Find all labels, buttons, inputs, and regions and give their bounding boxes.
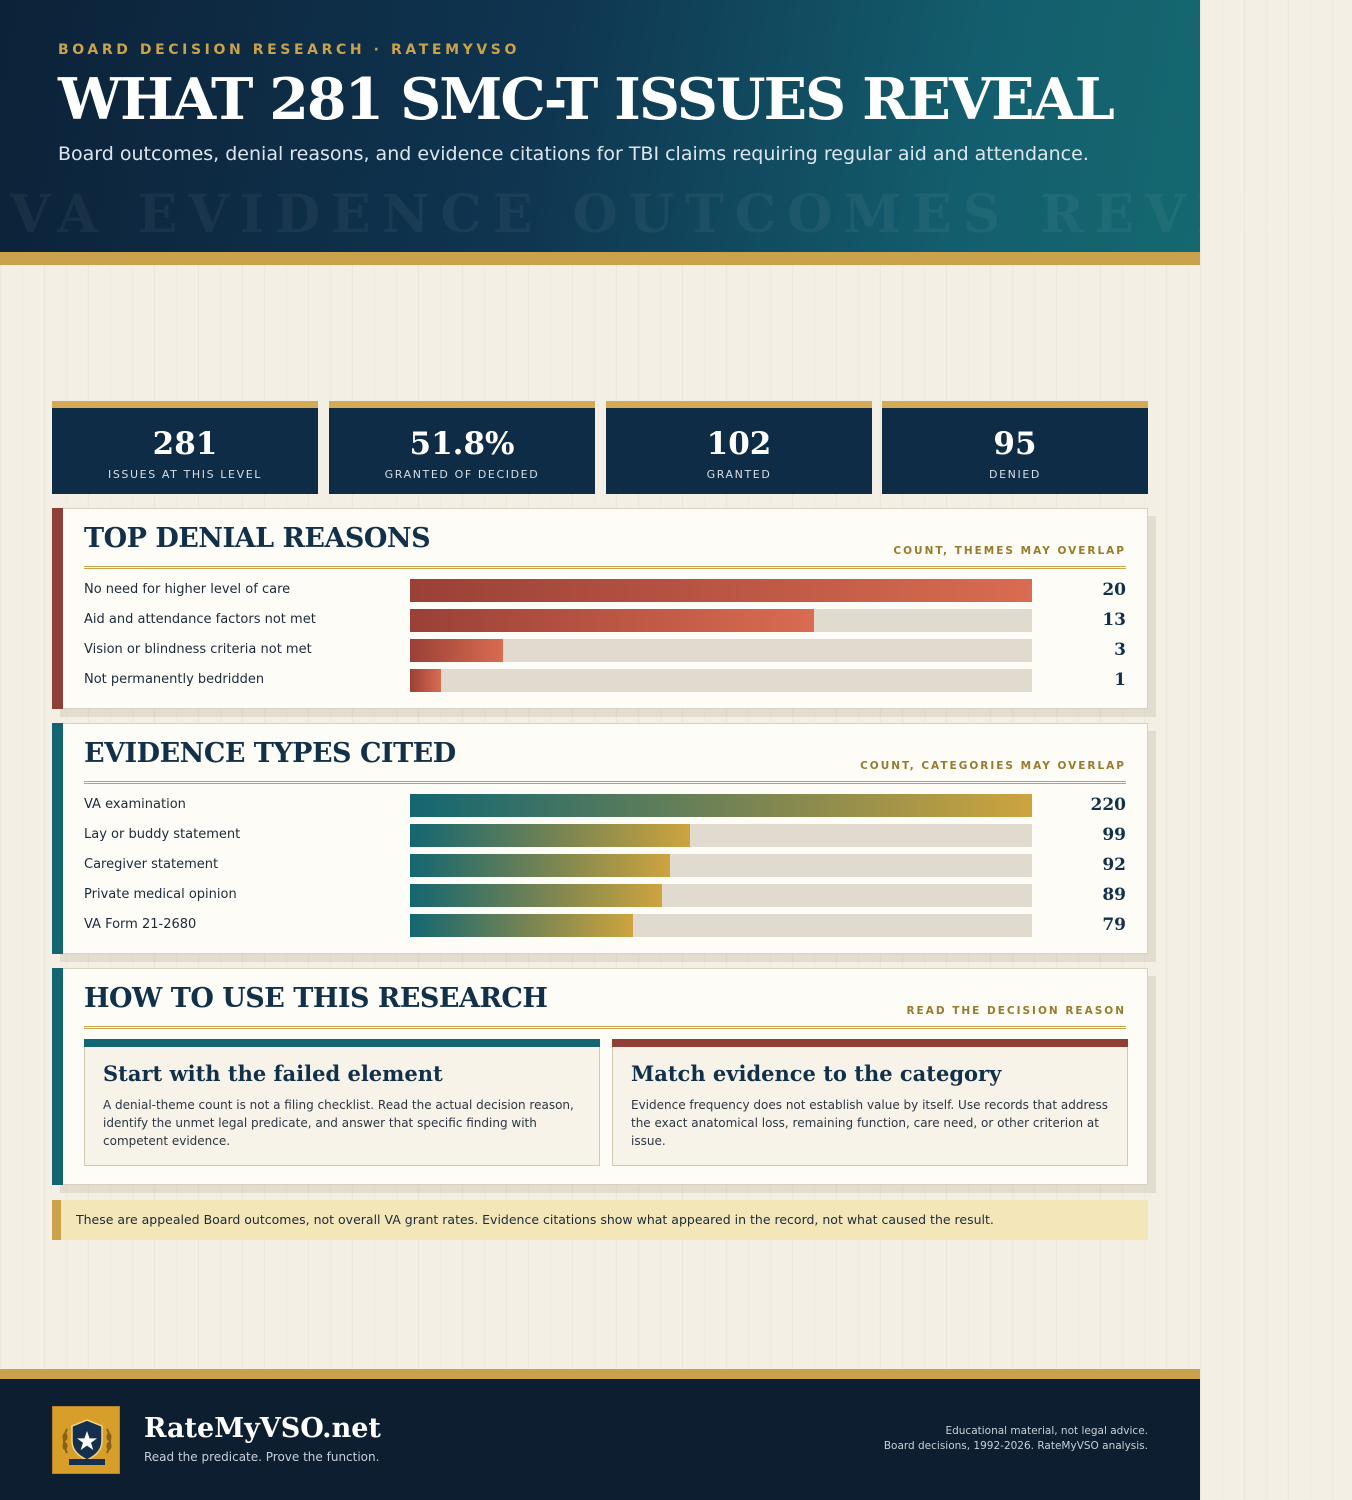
bar <box>410 579 1032 602</box>
bar-value-label: 220 <box>1090 795 1126 815</box>
bar <box>410 609 814 632</box>
stat-label: GRANTED OF DECIDED <box>384 468 540 481</box>
bar-value-label: 89 <box>1102 885 1126 905</box>
disclaimer-text: These are appealed Board outcomes, not overall VA grant rates. Evidence citations show what appeared in the record, not what caused the result. <box>76 1212 994 1227</box>
tip-accent <box>84 1039 600 1047</box>
card-accent <box>52 968 63 1185</box>
header-watermark: VA EVIDENCE OUTCOMES REVIEW <box>10 184 1352 245</box>
evidence-types-card <box>52 723 1148 954</box>
footer-tagline: Read the predicate. Prove the function. <box>144 1450 380 1464</box>
chart-note: COUNT, CATEGORIES MAY OVERLAP <box>860 760 1126 772</box>
card-divider <box>84 781 1126 784</box>
chart-note: COUNT, THEMES MAY OVERLAP <box>893 545 1126 557</box>
bar-label: Not permanently bedridden <box>84 672 265 687</box>
tip-title: Start with the failed element <box>103 1061 443 1086</box>
card-divider <box>84 1026 1126 1029</box>
bar <box>410 794 1032 817</box>
bar-track <box>410 669 1032 692</box>
bar <box>410 914 633 937</box>
shield-star-logo-icon <box>52 1406 120 1474</box>
bar-row <box>84 669 1126 693</box>
bar <box>410 854 670 877</box>
page-subtitle: Board outcomes, denial reasons, and evidence citations for TBI claims requiring regular aid and attendance. <box>58 143 1089 165</box>
stat-label: DENIED <box>989 468 1041 481</box>
bar-row <box>84 914 1126 938</box>
bar-track <box>410 579 1032 602</box>
bar-row <box>84 579 1126 603</box>
bar-label: VA examination <box>84 797 186 812</box>
bar <box>410 824 690 847</box>
tip-title: Match evidence to the category <box>631 1061 1002 1086</box>
chart-title: EVIDENCE TYPES CITED <box>84 738 456 769</box>
stat-card-issues <box>52 401 318 494</box>
stat-label: ISSUES AT THIS LEVEL <box>108 468 262 481</box>
bar-row <box>84 609 1126 633</box>
stat-value: 51.8% <box>409 426 515 462</box>
bar-track <box>410 639 1032 662</box>
tip-text: A denial-theme count is not a filing checklist. Read the actual decision reason, identify the unmet legal predicate, and answer that specific finding with competent evidence. <box>103 1098 574 1148</box>
card-divider <box>84 566 1126 569</box>
howto-title: HOW TO USE THIS RESEARCH <box>84 983 548 1014</box>
chart-title: TOP DENIAL REASONS <box>84 523 431 554</box>
bar <box>410 639 503 662</box>
stat-value: 102 <box>706 426 772 462</box>
bar-value-label: 1 <box>1114 670 1126 690</box>
bar-label: Private medical opinion <box>84 887 237 902</box>
bar-value-label: 13 <box>1102 610 1126 630</box>
footer <box>0 1379 1200 1500</box>
bar-track <box>410 609 1032 632</box>
header-eyebrow: BOARD DECISION RESEARCH · RATEMYVSO <box>58 42 520 58</box>
footer-brand: RateMyVSO.net <box>144 1413 381 1444</box>
stat-card-granted-rate <box>329 401 595 494</box>
bar-row <box>84 639 1126 663</box>
bar-track <box>410 794 1032 817</box>
stat-label: GRANTED <box>706 468 772 481</box>
bar-value-label: 92 <box>1102 855 1126 875</box>
bar-label: Aid and attendance factors not met <box>84 612 316 627</box>
howto-card <box>52 968 1148 1185</box>
howto-note: READ THE DECISION REASON <box>906 1005 1126 1017</box>
denial-reasons-card <box>52 508 1148 709</box>
page-title: WHAT 281 SMC-T ISSUES REVEAL <box>58 66 1113 133</box>
tip-accent <box>612 1039 1128 1047</box>
bar-track <box>410 884 1032 907</box>
bar-value-label: 79 <box>1102 915 1126 935</box>
bar-row <box>84 824 1126 848</box>
tip-text: Evidence frequency does not establish value by itself. Use records that address the exact anatomical loss, remaining function, care need, or other criterion at issue. <box>631 1098 1109 1148</box>
bar <box>410 884 662 907</box>
footer-note-source: Board decisions, 1992-2026. RateMyVSO analysis. <box>883 1440 1148 1452</box>
bar-track <box>410 914 1032 937</box>
bar <box>410 669 441 692</box>
card-accent <box>52 723 63 954</box>
stat-card-granted <box>606 401 872 494</box>
header <box>0 0 1352 252</box>
bar-label: Lay or buddy statement <box>84 827 241 842</box>
bar-label: Vision or blindness criteria not met <box>84 642 312 657</box>
bar-row <box>84 884 1126 908</box>
stat-value: 95 <box>993 426 1037 462</box>
footer-note-legal: Educational material, not legal advice. <box>945 1425 1148 1437</box>
stat-card-denied <box>882 401 1148 494</box>
header-gold-rule <box>0 252 1200 265</box>
howto-tip-match-evidence <box>612 1039 1128 1166</box>
bar-label: VA Form 21-2680 <box>84 917 197 932</box>
bar-track <box>410 854 1032 877</box>
footer-gold-rule <box>0 1369 1200 1379</box>
bar-row <box>84 854 1126 878</box>
disclaimer-banner <box>52 1200 1148 1240</box>
howto-tip-failed-element <box>84 1039 600 1166</box>
bar-value-label: 20 <box>1102 580 1126 600</box>
stat-value: 281 <box>152 426 218 462</box>
bar-label: Caregiver statement <box>84 857 219 872</box>
stats-row <box>52 401 1148 494</box>
card-accent <box>52 508 63 709</box>
bar-value-label: 3 <box>1114 640 1126 660</box>
bar-row <box>84 794 1126 818</box>
bar-track <box>410 824 1032 847</box>
bar-label: No need for higher level of care <box>84 582 291 597</box>
bar-value-label: 99 <box>1102 825 1126 845</box>
